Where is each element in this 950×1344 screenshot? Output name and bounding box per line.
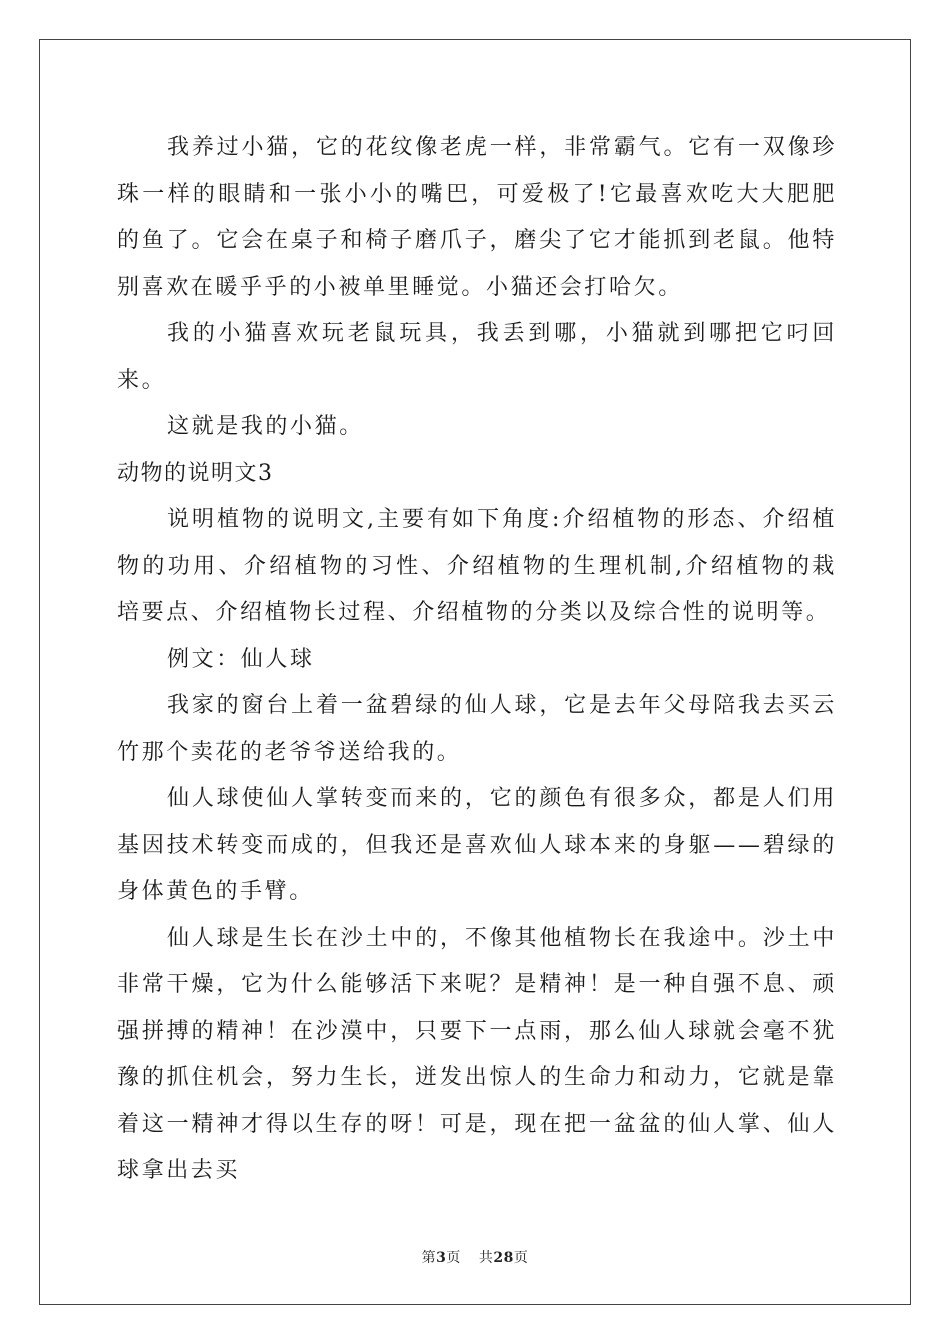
paragraph-plant-intro: 说明植物的说明文,主要有如下角度:介绍植物的形态、介绍植物的功用、介绍植物的习性、介绍植物的生理机制,介绍植物的栽培要点、介绍植物长过程、介绍植物的分类以及综合性的说明等。 xyxy=(117,507,837,625)
total-pages: 28 xyxy=(493,1250,514,1266)
paragraph-cat-closing: 这就是我的小猫。 xyxy=(167,414,364,439)
paragraph-cactus-origin: 我家的窗台上着一盆碧绿的仙人球，它是去年父母陪我去买云竹那个卖花的老爷爷送给我的。 xyxy=(117,693,837,765)
total-prefix: 共 xyxy=(478,1250,494,1266)
paragraph-cactus-spirit: 仙人球是生长在沙土中的，不像其他植物长在我途中。沙土中非常干燥，它为什么能够活下来呢？是精神！是一种自强不息、顽强拼搏的精神！在沙漠中，只要下一点雨，那么仙人球就会毫不犹豫的抓住机会，努力生长，迸发出惊人的生命力和动力，它就是靠着这一精神才得以生存的呀！可是，现在把一盆盆的仙人掌、仙人球拿出去买 xyxy=(117,925,837,1183)
paragraph-example-title: 例文：仙人球 xyxy=(167,646,315,672)
page-suffix: 页 xyxy=(446,1250,461,1266)
page-prefix: 第 xyxy=(421,1250,437,1266)
paragraph-cactus-color: 仙人球使仙人掌转变而来的，它的颜色有很多众，都是人们用基因技术转变而成的，但我还是喜欢仙人球本来的身躯——碧绿的身体黄色的手臂。 xyxy=(117,786,837,904)
paragraph-cat-toy: 我的小猫喜欢玩老鼠玩具，我丢到哪，小猫就到哪把它叼回来。 xyxy=(117,321,837,393)
document-body xyxy=(117,125,837,1195)
paragraph-cat-description: 我养过小猫，它的花纹像老虎一样，非常霸气。它有一双像珍珠一样的眼睛和一张小小的嘴巴，可爱极了!它最喜欢吃大大肥肥的鱼了。它会在桌子和椅子磨爪子，磨尖了它才能抓到老鼠。他特别喜欢在暖乎乎的小被单里睡觉。小猫还会打哈欠。 xyxy=(117,135,837,300)
page-number: 3 xyxy=(436,1250,447,1266)
page-footer xyxy=(0,1247,950,1267)
section-heading: 动物的说明文3 xyxy=(117,460,274,486)
total-suffix: 页 xyxy=(513,1250,529,1266)
